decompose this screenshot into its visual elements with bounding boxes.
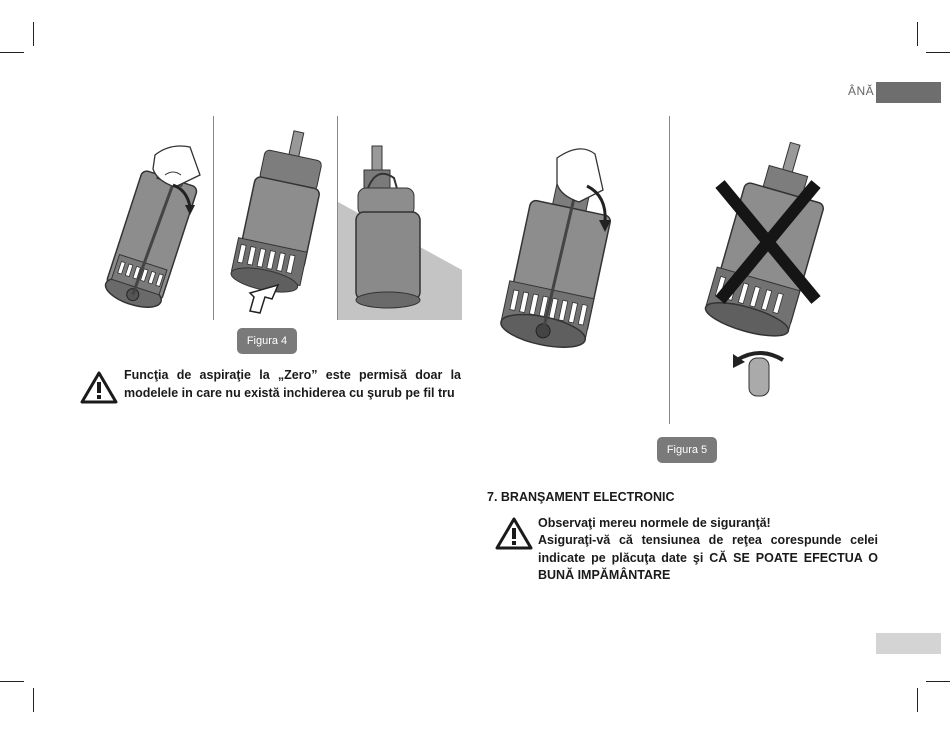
- pump-corner-illustration: [338, 140, 462, 320]
- safety-notice-heading: Observaţi mereu normele de siguranţă!: [538, 516, 771, 530]
- crop-mark: [33, 22, 34, 46]
- warning-triangle-icon: [494, 516, 534, 550]
- pump-screwdriver-illustration: [95, 135, 210, 315]
- crop-mark: [926, 52, 950, 53]
- figure-5-badge: Figura 5: [657, 437, 717, 463]
- crop-mark: [926, 681, 950, 682]
- crop-mark: [33, 688, 34, 712]
- voltage-grounding-warning-text: Asiguraţi-vă că tensiunea de reţea corespunde celei indicate pe plăcuţa date şi CĂ SE POATE EFECTUA O BUNĂ IMPĂMÂNTARE: [538, 533, 878, 582]
- crop-mark: [917, 688, 918, 712]
- language-tab: [876, 82, 941, 103]
- cross-mark-icon: [712, 178, 824, 306]
- crop-mark: [917, 22, 918, 46]
- pump-filter-removed-illustration: [220, 125, 335, 315]
- page-number-tab: [876, 633, 941, 654]
- section-7-heading: 7. BRANŞAMENT ELECTRONIC: [487, 490, 675, 504]
- warning-triangle-icon: [80, 370, 118, 404]
- figure-4-badge: Figura 4: [237, 328, 297, 354]
- figure-divider: [213, 116, 214, 320]
- figure-divider: [669, 116, 670, 424]
- zero-suction-warning-text: Funcţia de aspiraţie la „Zero” este permisă doar la modelele in care nu există inchiderea cu şurub pe fil tru: [124, 368, 461, 400]
- pump-screwdriver-rotate-illustration: [495, 140, 620, 365]
- crop-mark: [0, 52, 24, 53]
- language-label: ÂNĂ: [848, 84, 875, 98]
- crop-mark: [0, 681, 24, 682]
